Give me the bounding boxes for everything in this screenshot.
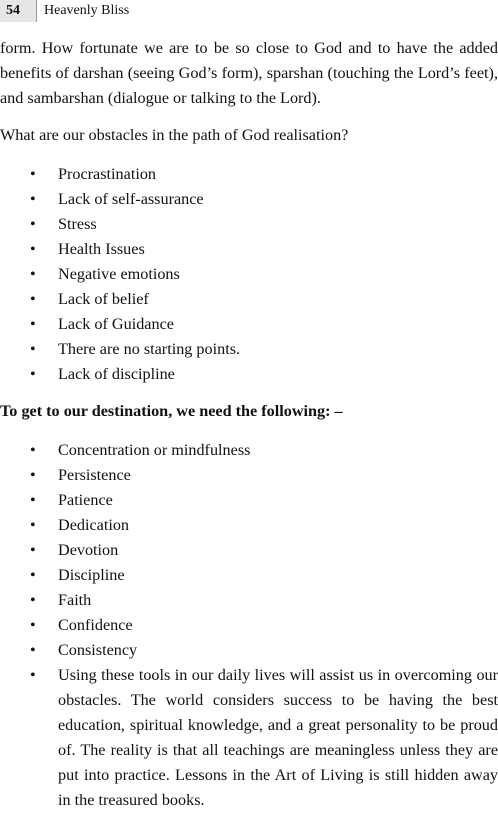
page-number: 54 [0, 0, 36, 22]
long-item-line-4: proud of. The reality is that all teachings are meaningless unless [58, 716, 498, 759]
intro-line-3: feet), and sambarshan (dialogue or talking to the Lord). [0, 64, 498, 107]
list-item: • Lack of Guidance [0, 312, 498, 337]
list-item: • There are no starting points. [0, 337, 498, 362]
list-item: • Faith [0, 588, 498, 613]
list-item: • Persistence [0, 463, 498, 488]
list-item: • Patience [0, 488, 498, 513]
intro-paragraph [0, 36, 498, 111]
list-item: • Consistency [0, 638, 498, 663]
page-content [0, 36, 498, 813]
running-title: Heavenly Bliss [44, 3, 130, 18]
header-divider [36, 0, 37, 22]
obstacles-list [0, 162, 498, 387]
destination-heading: To get to our destination, we need the following: – [0, 402, 343, 420]
long-item-line-3: education, spiritual knowledge, and a great personality to be [58, 716, 456, 734]
long-item-line-1: Using these tools in our daily lives will assist us in overcoming [58, 666, 472, 684]
long-item-line-5: they are put into practice. Lessons in the Art of Living is still [58, 741, 498, 784]
list-item: • Lack of belief [0, 287, 498, 312]
list-item: • Lack of self-assurance [0, 187, 498, 212]
intro-line-2: benefits of darshan (seeing God’s form), sparshan (touching the Lord’s [0, 64, 461, 82]
running-header [0, 0, 498, 22]
list-item: • Devotion [0, 538, 498, 563]
list-item: • Procrastination [0, 162, 498, 187]
list-item: • Discipline [0, 563, 498, 588]
list-item: • Health Issues [0, 237, 498, 262]
list-item: • Lack of discipline [0, 362, 498, 387]
list-item: • Stress [0, 212, 498, 237]
long-item-line-6: hidden away in the treasured books. [58, 766, 498, 809]
list-item: • Concentration or mindfulness [0, 438, 498, 463]
list-item-long [0, 663, 498, 813]
long-item-line-2: our obstacles. The world considers success to be having the best [58, 666, 498, 709]
list-item: • Dedication [0, 513, 498, 538]
intro-line-1: form. How fortunate we are to be so close to God and to have the added [0, 39, 498, 57]
obstacles-question: What are our obstacles in the path of God realisation? [0, 126, 349, 144]
destination-list [0, 438, 498, 813]
list-item: • Confidence [0, 613, 498, 638]
list-item: • Negative emotions [0, 262, 498, 287]
